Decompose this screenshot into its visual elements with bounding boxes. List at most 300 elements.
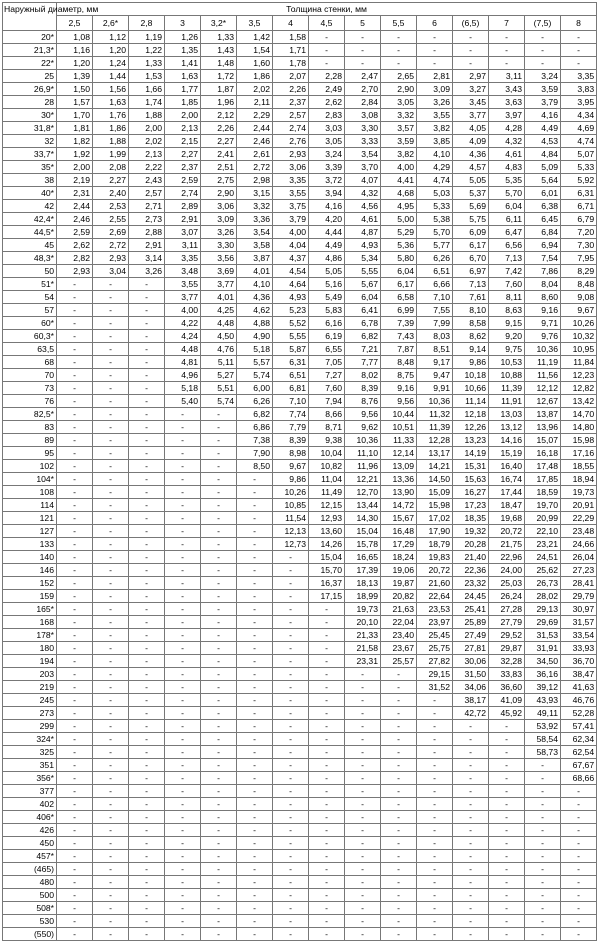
weight-cell: 17,16 (561, 447, 597, 460)
diameter-cell: 356* (3, 772, 57, 785)
weight-cell: 2,72 (93, 239, 129, 252)
weight-cell: 16,18 (525, 447, 561, 460)
weight-cell: - (381, 876, 417, 889)
weight-cell: - (453, 824, 489, 837)
weight-cell: 3,59 (381, 135, 417, 148)
weight-cell: 1,63 (165, 70, 201, 83)
weight-cell: 4,29 (417, 161, 453, 174)
weight-cell: 6,55 (309, 343, 345, 356)
weight-cell: 4,36 (453, 148, 489, 161)
weight-cell: 1,57 (57, 96, 93, 109)
weight-cell: 9,75 (489, 343, 525, 356)
weight-cell: - (453, 759, 489, 772)
weight-cell: - (93, 889, 129, 902)
weight-cell: 2,19 (57, 174, 93, 187)
diameter-cell: 21,3* (3, 44, 57, 57)
weight-cell: - (129, 512, 165, 525)
weight-cell: - (201, 434, 237, 447)
weight-cell: 23,32 (453, 577, 489, 590)
diameter-cell: 121 (3, 512, 57, 525)
weight-cell: - (93, 408, 129, 421)
table-row (3, 70, 597, 83)
weight-cell: 10,32 (561, 330, 597, 343)
table-row (3, 837, 597, 850)
weight-cell: - (273, 564, 309, 577)
weight-cell: - (165, 876, 201, 889)
weight-cell: 29,69 (525, 616, 561, 629)
weight-cell: 12,14 (381, 447, 417, 460)
weight-cell: - (57, 538, 93, 551)
weight-cell: 3,36 (237, 213, 273, 226)
weight-cell: - (129, 343, 165, 356)
weight-cell: - (345, 733, 381, 746)
diameter-cell: 76 (3, 395, 57, 408)
weight-cell: - (345, 31, 381, 44)
weight-cell: - (57, 525, 93, 538)
weight-cell: 6,51 (273, 369, 309, 382)
weight-cell: - (201, 694, 237, 707)
weight-cell: - (489, 902, 525, 915)
weight-cell: - (561, 876, 597, 889)
weight-cell: - (345, 876, 381, 889)
weight-cell: - (237, 603, 273, 616)
diameter-cell: 22* (3, 57, 57, 70)
diameter-cell: 273 (3, 707, 57, 720)
weight-cell: 19,70 (525, 499, 561, 512)
weight-cell: 3,77 (165, 291, 201, 304)
weight-cell: 2,00 (57, 161, 93, 174)
weight-cell: 18,94 (561, 473, 597, 486)
weight-cell: - (201, 733, 237, 746)
weight-cell: - (417, 928, 453, 941)
weight-cell: 4,61 (489, 148, 525, 161)
weight-cell: 2,84 (345, 96, 381, 109)
weight-cell: 3,77 (201, 278, 237, 291)
table-row (3, 811, 597, 824)
weight-cell: 52,28 (561, 707, 597, 720)
weight-cell: - (57, 811, 93, 824)
weight-cell: - (237, 538, 273, 551)
weight-cell: 3,35 (273, 174, 309, 187)
table-row (3, 317, 597, 330)
diameter-cell: 33,7* (3, 148, 57, 161)
weight-cell: - (273, 603, 309, 616)
weight-cell: - (201, 642, 237, 655)
weight-cell: - (237, 837, 273, 850)
weight-cell: 11,10 (345, 447, 381, 460)
table-row (3, 616, 597, 629)
weight-cell: 11,84 (561, 356, 597, 369)
table-row (3, 291, 597, 304)
weight-cell: 1,41 (165, 57, 201, 70)
weight-cell: 2,69 (93, 226, 129, 239)
weight-cell: - (93, 837, 129, 850)
weight-cell: 30,06 (453, 655, 489, 668)
diameter-cell: 63,5 (3, 343, 57, 356)
weight-cell: 8,11 (489, 291, 525, 304)
weight-cell: - (57, 395, 93, 408)
weight-cell: 11,56 (525, 369, 561, 382)
table-body (3, 31, 597, 941)
diameter-cell: 402 (3, 798, 57, 811)
weight-cell: 8,75 (381, 369, 417, 382)
weight-cell: 19,06 (381, 564, 417, 577)
weight-cell: - (525, 928, 561, 941)
weight-cell: - (417, 785, 453, 798)
weight-cell: 28,41 (561, 577, 597, 590)
diameter-cell: 108 (3, 486, 57, 499)
weight-cell: - (237, 681, 273, 694)
weight-cell: 2,26 (201, 122, 237, 135)
weight-cell: 1,33 (201, 31, 237, 44)
weight-cell: 1,56 (93, 83, 129, 96)
weight-cell: - (417, 707, 453, 720)
weight-cell: - (273, 707, 309, 720)
weight-cell: 3,05 (309, 135, 345, 148)
weight-cell: 22,36 (453, 564, 489, 577)
weight-cell: - (201, 408, 237, 421)
weight-cell: 2,62 (309, 96, 345, 109)
weight-cell: 4,09 (453, 135, 489, 148)
weight-cell: 6,04 (345, 291, 381, 304)
weight-cell: - (273, 629, 309, 642)
table-row (3, 330, 597, 343)
weight-cell: 27,49 (453, 629, 489, 642)
weight-cell: 10,95 (561, 343, 597, 356)
weight-cell: - (273, 668, 309, 681)
weight-cell: 3,26 (129, 265, 165, 278)
weight-cell: 27,23 (561, 564, 597, 577)
weight-cell: 23,53 (417, 603, 453, 616)
weight-cell: - (309, 746, 345, 759)
weight-cell: 17,85 (525, 473, 561, 486)
weight-cell: - (273, 681, 309, 694)
weight-cell: 12,67 (525, 395, 561, 408)
weight-cell: 3,09 (417, 83, 453, 96)
weight-cell: 3,26 (201, 226, 237, 239)
weight-cell: - (201, 811, 237, 824)
weight-cell: - (489, 850, 525, 863)
weight-cell: 6,17 (381, 278, 417, 291)
weight-cell: 4,01 (201, 291, 237, 304)
weight-cell: 43,93 (525, 694, 561, 707)
weight-cell: 11,39 (489, 382, 525, 395)
weight-cell: - (273, 928, 309, 941)
weight-cell: - (381, 928, 417, 941)
weight-cell: - (237, 759, 273, 772)
weight-cell: 7,39 (381, 317, 417, 330)
weight-cell: - (417, 876, 453, 889)
weight-cell: 1,74 (129, 96, 165, 109)
table-row (3, 421, 597, 434)
weight-cell: - (381, 863, 417, 876)
weight-cell: - (309, 876, 345, 889)
weight-cell: 1,78 (273, 57, 309, 70)
weight-cell: 32,28 (489, 655, 525, 668)
weight-cell: 9,14 (453, 343, 489, 356)
weight-cell: - (165, 655, 201, 668)
weight-cell: 46,76 (561, 694, 597, 707)
weight-cell: - (57, 304, 93, 317)
weight-cell: - (57, 798, 93, 811)
table-row (3, 915, 597, 928)
weight-cell: - (309, 785, 345, 798)
weight-cell: - (237, 707, 273, 720)
weight-cell: 4,68 (381, 187, 417, 200)
weight-cell: 5,07 (561, 148, 597, 161)
table-row (3, 928, 597, 941)
weight-cell: - (561, 863, 597, 876)
weight-cell: 6,38 (525, 200, 561, 213)
weight-cell: 2,11 (237, 96, 273, 109)
diameter-cell: 178* (3, 629, 57, 642)
diameter-cell: 180 (3, 642, 57, 655)
weight-cell: 1,33 (129, 57, 165, 70)
weight-cell: 1,54 (237, 44, 273, 57)
weight-cell: - (309, 681, 345, 694)
weight-cell: 7,60 (309, 382, 345, 395)
weight-cell: - (93, 876, 129, 889)
weight-cell: - (93, 603, 129, 616)
weight-cell: 2,53 (93, 200, 129, 213)
weight-cell: 6,82 (345, 330, 381, 343)
weight-cell: 6,31 (273, 356, 309, 369)
weight-cell: 4,41 (381, 174, 417, 187)
weight-cell: - (345, 902, 381, 915)
weight-cell: - (129, 681, 165, 694)
weight-cell: 4,87 (345, 226, 381, 239)
weight-cell: 8,39 (273, 434, 309, 447)
weight-cell: 20,10 (345, 616, 381, 629)
weight-cell: - (237, 642, 273, 655)
weight-cell: 14,80 (561, 421, 597, 434)
weight-cell: - (417, 798, 453, 811)
weight-cell: - (201, 720, 237, 733)
weight-cell: 11,54 (273, 512, 309, 525)
weight-cell: - (57, 785, 93, 798)
diameter-cell: 406* (3, 811, 57, 824)
weight-cell: 13,09 (381, 460, 417, 473)
weight-cell: - (129, 304, 165, 317)
diameter-cell: 102 (3, 460, 57, 473)
diameter-cell: 42,4* (3, 213, 57, 226)
weight-cell: 41,09 (489, 694, 525, 707)
table-row (3, 707, 597, 720)
weight-cell: 5,18 (237, 343, 273, 356)
diameter-cell: 51* (3, 278, 57, 291)
weight-cell: 4,76 (201, 343, 237, 356)
header-row-top (3, 3, 597, 16)
diameter-cell: 48,3* (3, 252, 57, 265)
weight-cell: 1,99 (93, 148, 129, 161)
weight-cell: 22,10 (525, 525, 561, 538)
weight-cell: 5,33 (561, 161, 597, 174)
weight-cell: 2,65 (381, 70, 417, 83)
weight-cell: - (345, 707, 381, 720)
weight-cell: 4,24 (165, 330, 201, 343)
weight-cell: 3,97 (489, 109, 525, 122)
weight-cell: - (309, 733, 345, 746)
weight-cell: 4,00 (273, 226, 309, 239)
weight-cell: 5,64 (525, 174, 561, 187)
weight-cell: - (129, 902, 165, 915)
weight-cell: - (165, 590, 201, 603)
weight-cell: - (129, 733, 165, 746)
weight-cell: 12,70 (345, 486, 381, 499)
weight-cell: 5,74 (201, 395, 237, 408)
weight-cell: 31,50 (453, 668, 489, 681)
weight-cell: 2,44 (57, 200, 93, 213)
weight-cell: 25,45 (417, 629, 453, 642)
weight-cell: 16,65 (345, 551, 381, 564)
weight-cell: 20,72 (417, 564, 453, 577)
table-row (3, 174, 597, 187)
weight-cell: - (237, 473, 273, 486)
weight-cell: 5,70 (489, 187, 525, 200)
weight-cell: 5,77 (417, 239, 453, 252)
weight-cell: - (525, 915, 561, 928)
weight-cell: - (525, 824, 561, 837)
weight-cell: - (237, 902, 273, 915)
weight-cell: 15,98 (561, 434, 597, 447)
weight-cell: - (309, 629, 345, 642)
weight-cell: 5,27 (201, 369, 237, 382)
weight-cell: - (129, 486, 165, 499)
column-header: 7 (489, 16, 525, 31)
weight-cell: 3,59 (525, 83, 561, 96)
table-row (3, 304, 597, 317)
diameter-cell: 203 (3, 668, 57, 681)
weight-cell: - (57, 902, 93, 915)
weight-cell: 3,56 (201, 252, 237, 265)
weight-cell: 3,32 (237, 200, 273, 213)
weight-cell: 4,56 (345, 200, 381, 213)
weight-cell: - (561, 798, 597, 811)
weight-cell: 9,20 (489, 330, 525, 343)
weight-cell: - (381, 902, 417, 915)
diameter-cell: 194 (3, 655, 57, 668)
weight-cell: - (93, 473, 129, 486)
weight-cell: 6,26 (417, 252, 453, 265)
weight-cell: - (201, 616, 237, 629)
weight-cell: 7,43 (381, 330, 417, 343)
weight-cell: - (237, 577, 273, 590)
weight-cell: 2,81 (417, 70, 453, 83)
weight-cell: 1,42 (237, 31, 273, 44)
weight-cell: - (417, 837, 453, 850)
weight-cell: 6,45 (525, 213, 561, 226)
weight-cell: - (129, 694, 165, 707)
weight-cell: 4,36 (237, 291, 273, 304)
weight-cell: 3,03 (309, 122, 345, 135)
weight-cell: - (345, 57, 381, 70)
weight-cell: 4,83 (489, 161, 525, 174)
table-row (3, 499, 597, 512)
weight-cell: 1,92 (57, 148, 93, 161)
weight-cell: 25,89 (453, 616, 489, 629)
weight-cell: 2,90 (381, 83, 417, 96)
weight-cell: 2,47 (345, 70, 381, 83)
weight-cell: 8,39 (345, 382, 381, 395)
weight-cell: 3,27 (453, 83, 489, 96)
weight-cell: 6,47 (489, 226, 525, 239)
weight-cell: - (129, 824, 165, 837)
weight-cell: 1,48 (201, 57, 237, 70)
weight-cell: 5,05 (309, 265, 345, 278)
weight-cell: 2,93 (273, 148, 309, 161)
weight-cell: - (345, 785, 381, 798)
weight-cell: 4,84 (525, 148, 561, 161)
weight-cell: - (417, 811, 453, 824)
weight-cell: 17,15 (309, 590, 345, 603)
weight-cell: 57,41 (561, 720, 597, 733)
weight-cell: - (273, 811, 309, 824)
weight-cell: 2,83 (309, 109, 345, 122)
weight-cell: - (93, 772, 129, 785)
diameter-cell: 26,9* (3, 83, 57, 96)
table-row (3, 759, 597, 772)
table-row (3, 278, 597, 291)
weight-cell: - (417, 720, 453, 733)
weight-cell: 23,67 (381, 642, 417, 655)
column-header: 8 (561, 16, 597, 31)
weight-cell: 20,72 (489, 525, 525, 538)
weight-cell: 1,66 (129, 83, 165, 96)
table-row (3, 850, 597, 863)
weight-cell: - (525, 57, 561, 70)
weight-cell: 9,91 (417, 382, 453, 395)
weight-cell: 17,48 (525, 460, 561, 473)
header-row-columns (3, 16, 597, 31)
weight-cell: 22,96 (489, 551, 525, 564)
weight-cell: - (57, 603, 93, 616)
weight-cell: - (345, 668, 381, 681)
weight-cell: - (381, 31, 417, 44)
weight-cell: 17,23 (453, 499, 489, 512)
weight-cell: - (561, 785, 597, 798)
weight-cell: - (525, 850, 561, 863)
weight-cell: 34,50 (525, 655, 561, 668)
weight-cell: - (237, 668, 273, 681)
table-row (3, 382, 597, 395)
weight-cell: 3,07 (165, 226, 201, 239)
weight-cell: 4,53 (525, 135, 561, 148)
weight-cell: - (129, 785, 165, 798)
weight-cell: - (201, 603, 237, 616)
weight-cell: - (129, 395, 165, 408)
column-header: 3,5 (237, 16, 273, 31)
weight-cell: - (93, 811, 129, 824)
weight-cell: 26,24 (489, 590, 525, 603)
weight-cell: - (57, 369, 93, 382)
weight-cell: - (93, 629, 129, 642)
column-header: 5 (345, 16, 381, 31)
weight-cell: - (525, 759, 561, 772)
weight-cell: 5,23 (273, 304, 309, 317)
weight-cell: 8,29 (561, 265, 597, 278)
weight-cell: - (93, 395, 129, 408)
weight-cell: 1,60 (237, 57, 273, 70)
weight-cell: 2,46 (57, 213, 93, 226)
weight-cell: - (381, 811, 417, 824)
diameter-cell: 426 (3, 824, 57, 837)
weight-cell: 7,13 (453, 278, 489, 291)
weight-cell: - (129, 772, 165, 785)
weight-cell: 24,00 (489, 564, 525, 577)
weight-cell: 25,75 (417, 642, 453, 655)
weight-cell: - (129, 421, 165, 434)
weight-cell: 4,32 (345, 187, 381, 200)
